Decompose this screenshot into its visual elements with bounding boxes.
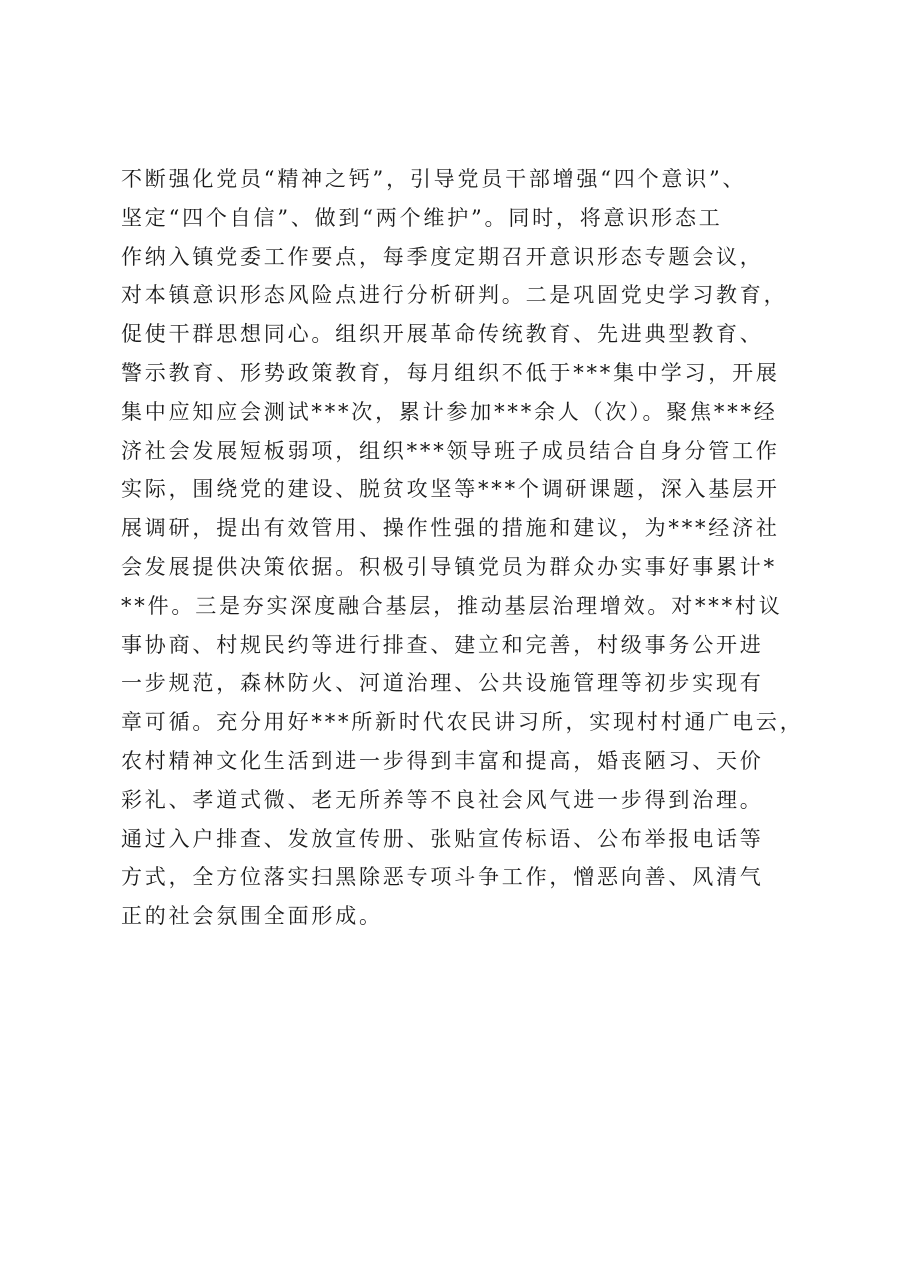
text-line: **件。三是夯实深度融合基层，推动基层治理增效。对***村议	[121, 593, 783, 618]
text-line: 作纳入镇党委工作要点，每季度定期召开意识形态专题会议，	[121, 244, 764, 269]
text-line: 正的社会氛围全面形成。	[121, 904, 383, 929]
text-line: 农村精神文化生活到进一步得到丰富和提高，婚丧陋习、天价	[121, 748, 764, 773]
text-line: 通过入户排查、发放宣传册、张贴宣传标语、公布举报电话等	[121, 826, 764, 851]
text-line: 实际，围绕党的建设、脱贫攻坚等***个调研课题，深入基层开	[121, 477, 780, 502]
text-line: 会发展提供决策依据。积极引导镇党员为群众办实事好事累计*	[121, 554, 777, 579]
body-paragraph	[121, 160, 811, 936]
text-line: 集中应知应会测试***次，累计参加***余人（次）。聚焦***经	[121, 399, 778, 424]
text-line: 警示教育、形势政策教育，每月组织不低于***集中学习，开展	[121, 360, 780, 385]
text-line: 坚定“四个自信”、做到“两个维护”。同时，将意识形态工	[121, 205, 723, 230]
text-line: 对本镇意识形态风险点进行分析研判。二是巩固党史学习教育，	[121, 283, 788, 308]
text-line: 方式，全方位落实扫黑除恶专项斗争工作，憎恶向善、风清气	[121, 865, 764, 890]
text-line: 不断强化党员“精神之钙”，引导党员干部增强“四个意识”、	[121, 167, 747, 191]
text-line: 章可循。充分用好***所新时代农民讲习所，实现村村通广电云，	[121, 710, 804, 735]
text-line: 展调研，提出有效管用、操作性强的措施和建议，为***经济社	[121, 516, 780, 541]
text-line: 事协商、村规民约等进行排查、建立和完善，村级事务公开进	[121, 632, 764, 657]
text-line: 促使干群思想同心。组织开展革命传统教育、先进典型教育、	[121, 322, 764, 347]
text-line: 济社会发展短板弱项，组织***领导班子成员结合自身分管工作	[121, 438, 780, 463]
text-line: 一步规范，森林防火、河道治理、公共设施管理等初步实现有	[121, 671, 764, 696]
text-line: 彩礼、孝道式微、老无所养等不良社会风气进一步得到治理。	[121, 787, 764, 812]
